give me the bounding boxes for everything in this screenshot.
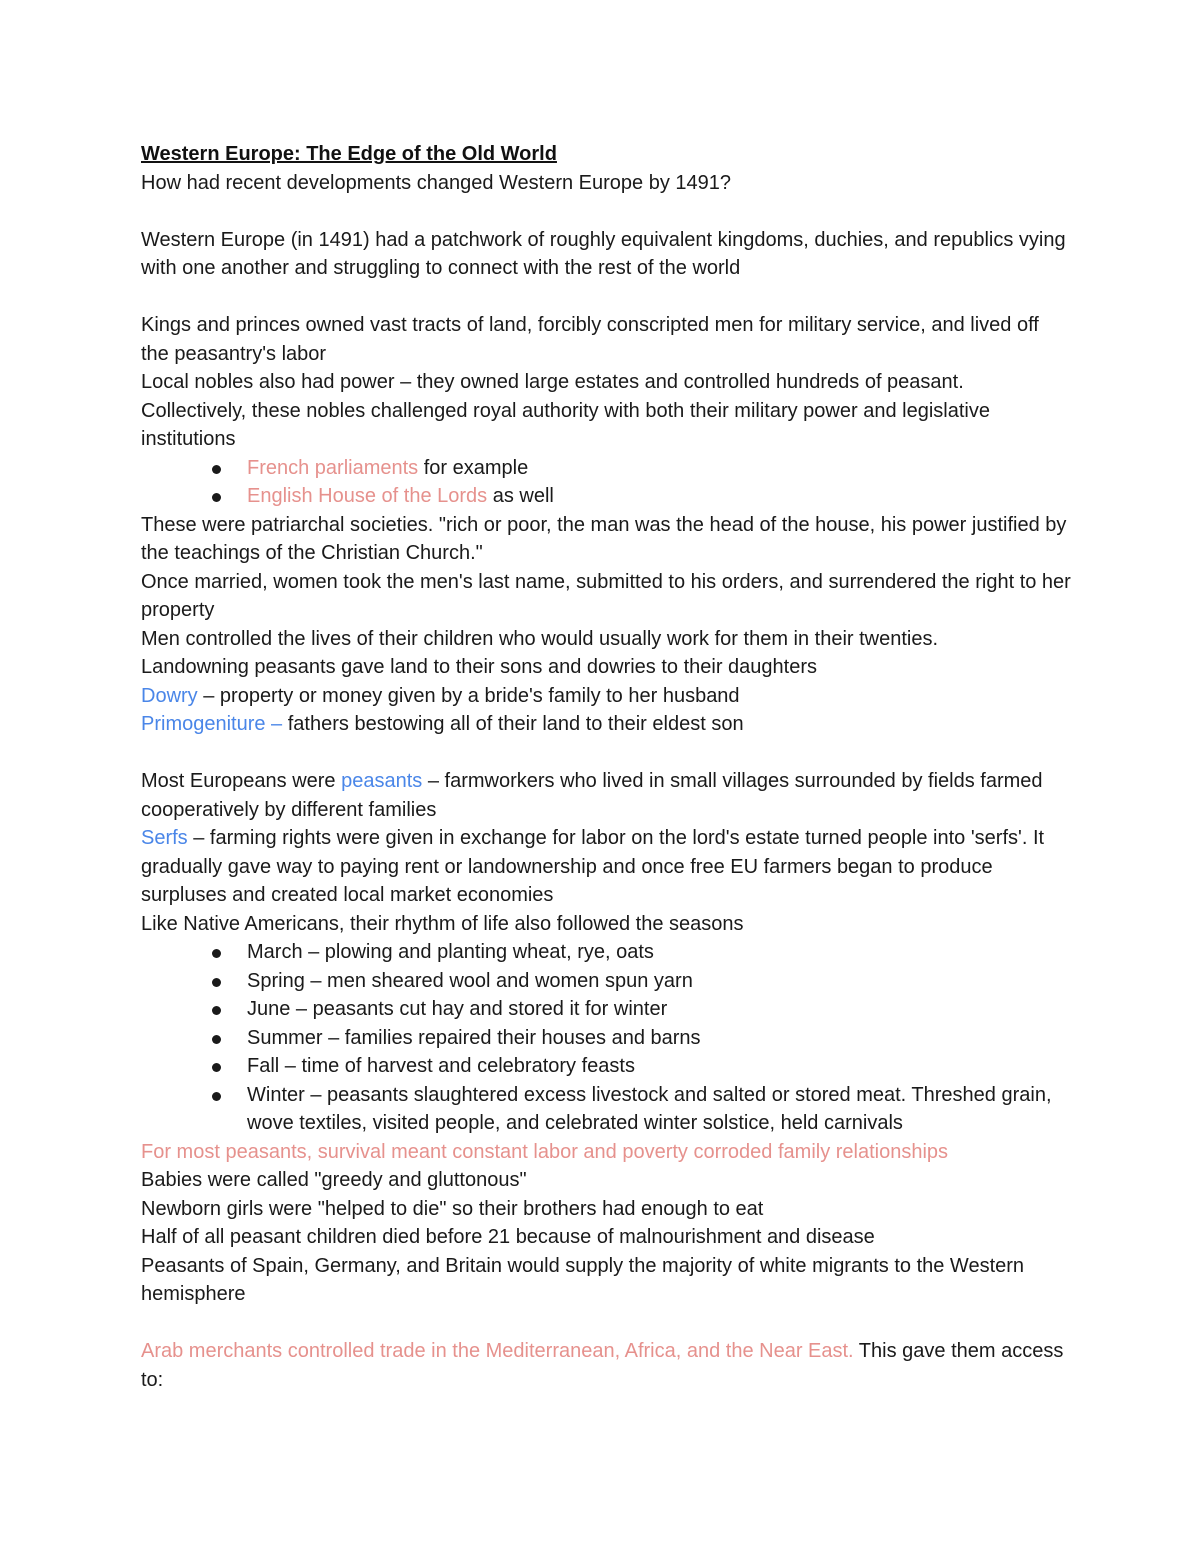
list-item-text: Winter – peasants slaughtered excess livestock and salted or stored meat. Threshed grain, wove textiles, visited people, and celebrated winter solstice, held carnivals	[247, 1083, 1052, 1134]
bullet-icon	[212, 493, 221, 502]
migrants-paragraph: Peasants of Spain, Germany, and Britain would supply the majority of white migrants to the Western hemisphere	[141, 1254, 1025, 1305]
document-title: Western Europe: The Edge of the Old World	[141, 143, 557, 165]
institutions-list	[141, 454, 1071, 511]
serfs-paragraph	[141, 824, 1071, 910]
list-item	[141, 482, 1071, 511]
definition-text: – farmworkers who lived in small villages surrounded by fields farmed cooperatively by different families	[141, 770, 1043, 821]
guiding-question: How had recent developments changed Western Europe by 1491?	[141, 171, 732, 194]
blank-line	[141, 197, 1071, 226]
list-item	[141, 967, 1071, 996]
term-peasants: peasants	[341, 770, 423, 792]
highlight-text: Arab merchants controlled trade in the Mediterranean, Africa, and the Near East.	[141, 1340, 854, 1362]
term-serfs: Serfs	[141, 827, 188, 849]
bullet-icon	[212, 465, 221, 474]
list-item-text: as well	[487, 485, 554, 507]
list-item	[141, 454, 1071, 483]
document-body	[141, 140, 1071, 1394]
seasons-intro: Like Native Americans, their rhythm of life also followed the seasons	[141, 912, 744, 935]
landowning-paragraph: Landowning peasants gave land to their sons and dowries to their daughters	[141, 656, 818, 678]
list-item-text: Spring – men sheared wool and women spun yarn	[247, 969, 693, 992]
list-item-text: March – plowing and planting wheat, rye, oats	[247, 941, 654, 963]
list-item-text: June – peasants cut hay and stored it for winter	[247, 998, 668, 1020]
term-dowry: Dowry	[141, 684, 198, 707]
definition-text: – farming rights were given in exchange for labor on the lord's estate turned people into 'serfs'. It gradually gave way to paying rent or landownership and once free EU farmers began to produce surpluses and created local market economies	[141, 827, 1045, 906]
bullet-icon	[212, 1035, 221, 1044]
paragraph-text: This gave them access to:	[141, 1340, 1064, 1391]
bullet-icon	[212, 949, 221, 958]
list-item	[141, 995, 1071, 1024]
survival-paragraph: For most peasants, survival meant constant labor and poverty corroded family relationships	[141, 1140, 949, 1163]
married-paragraph: Once married, women took the men's last name, submitted to his orders, and surrendered the right to her property	[141, 570, 1071, 621]
list-item	[141, 938, 1071, 967]
list-item	[141, 1024, 1071, 1053]
seasons-list	[141, 938, 1071, 1138]
highlight-text: English House of the Lords	[247, 485, 488, 507]
men-controlled-paragraph: Men controlled the lives of their children who would usually work for them in their twenties.	[141, 627, 939, 650]
bullet-icon	[212, 1092, 221, 1101]
definition-text: fathers bestowing all of their land to their eldest son	[282, 713, 744, 735]
newborn-paragraph: Newborn girls were "helped to die" so their brothers had enough to eat	[141, 1197, 764, 1220]
term-primogeniture: Primogeniture –	[141, 713, 283, 735]
list-item-text: Summer – families repaired their houses and barns	[247, 1026, 701, 1049]
list-item	[141, 1081, 1071, 1138]
list-item-text: Fall – time of harvest and celebratory feasts	[247, 1055, 635, 1077]
bullet-icon	[212, 978, 221, 987]
paragraph-text: Most Europeans were	[141, 770, 342, 792]
patriarchal-paragraph: These were patriarchal societies. "rich or poor, the man was the head of the house, his power justified by the teachings of the Christian Church."	[141, 513, 1067, 564]
list-item-text: for example	[418, 456, 529, 479]
definition-text: – property or money given by a bride's family to her husband	[197, 684, 740, 707]
intro-paragraph: Western Europe (in 1491) had a patchwork of roughly equivalent kingdoms, duchies, and republics vying with one another and struggling to connect with the rest of the world	[141, 228, 1066, 279]
highlight-text: French parliaments	[247, 456, 419, 479]
kings-paragraph: Kings and princes owned vast tracts of land, forcibly conscripted men for military service, and lived off the peasantry's labor	[141, 314, 1039, 365]
arab-paragraph	[141, 1337, 1071, 1394]
half-paragraph: Half of all peasant children died before 21 because of malnourishment and disease	[141, 1226, 875, 1248]
bullet-icon	[212, 1063, 221, 1072]
nobles-paragraph: Local nobles also had power – they owned large estates and controlled hundreds of peasant. Collectively, these nobles challenged royal authority with both their military power and legislative institutions	[141, 371, 990, 450]
peasants-paragraph	[141, 767, 1071, 824]
blank-line	[141, 283, 1071, 312]
bullet-icon	[212, 1006, 221, 1015]
babies-paragraph: Babies were called "greedy and gluttonous"	[141, 1169, 527, 1191]
blank-line	[141, 1309, 1071, 1338]
blank-line	[141, 739, 1071, 768]
dowry-definition	[141, 682, 1071, 711]
primogeniture-definition	[141, 710, 1071, 739]
list-item	[141, 1052, 1071, 1081]
